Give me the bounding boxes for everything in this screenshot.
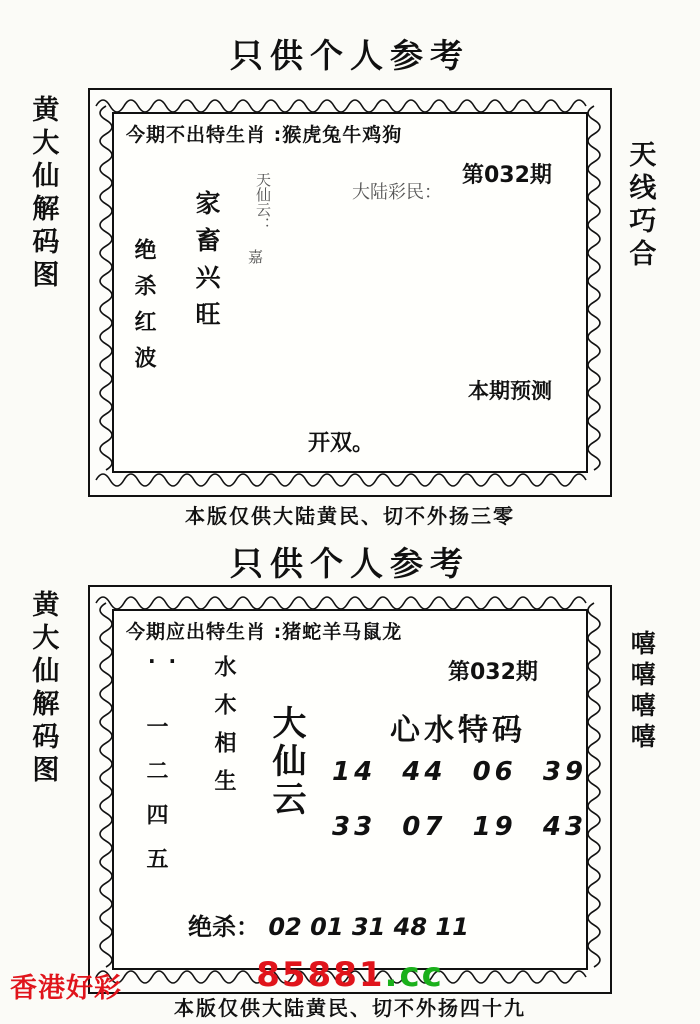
forecast-value-top: 开双。	[308, 431, 375, 456]
column-jueshai-hongbo: 绝杀红波	[131, 238, 156, 382]
kill-number: 11	[435, 913, 469, 941]
side-text-left-top: 黄大仙解码图	[27, 95, 59, 293]
zodiac-line-top: 今期不出特生肖 :猴虎兔牛鸡狗	[126, 124, 403, 146]
dalu-caimin-note: 大陆彩民：	[352, 182, 442, 203]
column-jiachu-xingwang: 家畜兴旺	[192, 190, 221, 338]
bottom-note-top: 本版仅供大陆黄民、切不外扬三零	[185, 504, 515, 528]
numbers-row-2	[332, 812, 587, 842]
kill-number: 01	[310, 913, 344, 941]
daxian-yun-title: 大仙云	[266, 705, 306, 819]
watermark-center	[0, 955, 700, 995]
side-text-right-top: 天线巧合	[624, 140, 656, 272]
issue-number-top: 第032期	[462, 163, 552, 188]
watermark-number: 85881	[256, 955, 385, 995]
kill-row	[188, 907, 469, 942]
section-title-xinshui: 心水特码	[390, 713, 526, 748]
number-cell: 44	[402, 757, 447, 787]
watermark-suffix: .cc	[384, 955, 444, 995]
kill-label: 绝杀：	[188, 913, 260, 941]
column-shui-mu-xiang-sheng: 水木相生	[211, 655, 236, 807]
jia-char: 嘉	[248, 248, 264, 266]
number-cell: 07	[402, 812, 447, 842]
number-cell: 43	[542, 812, 588, 842]
zodiac-line-bottom: 今期应出特生肖 :猪蛇羊马鼠龙	[126, 621, 403, 643]
tianxian-yun-label: 天仙云：	[254, 172, 272, 232]
panel-title-top: 只供个人参考	[230, 36, 470, 75]
frame-outer-top	[88, 88, 612, 497]
side-text-left-bottom: 黄大仙解码图	[27, 590, 59, 788]
panel-title-bottom: 只供个人参考	[230, 544, 470, 583]
number-cell: 19	[472, 812, 517, 842]
number-cell: 06	[472, 757, 517, 787]
bottom-note-bottom: 本版仅供大陆黄民、切不外扬四十九	[174, 996, 526, 1020]
frame-outer-bottom	[88, 585, 612, 994]
number-cell: 33	[332, 812, 377, 842]
number-cell: 14	[332, 757, 377, 787]
kill-number: 02	[268, 913, 302, 941]
side-text-right-bottom: 嘻嘻嘻嘻	[627, 630, 657, 754]
forecast-label-top: 本期预测	[468, 379, 552, 403]
dots-marker: · ·	[148, 649, 180, 673]
column-numbers-cn: 一二四五	[143, 715, 168, 891]
panel-bottom	[0, 530, 700, 1024]
numbers-row-1	[332, 757, 587, 787]
kill-number: 48	[393, 913, 428, 941]
kill-number: 31	[351, 913, 386, 941]
number-cell: 39	[542, 757, 588, 787]
issue-number-bottom: 第032期	[448, 660, 538, 685]
watermark-left-text: 香港好彩	[10, 973, 122, 1004]
